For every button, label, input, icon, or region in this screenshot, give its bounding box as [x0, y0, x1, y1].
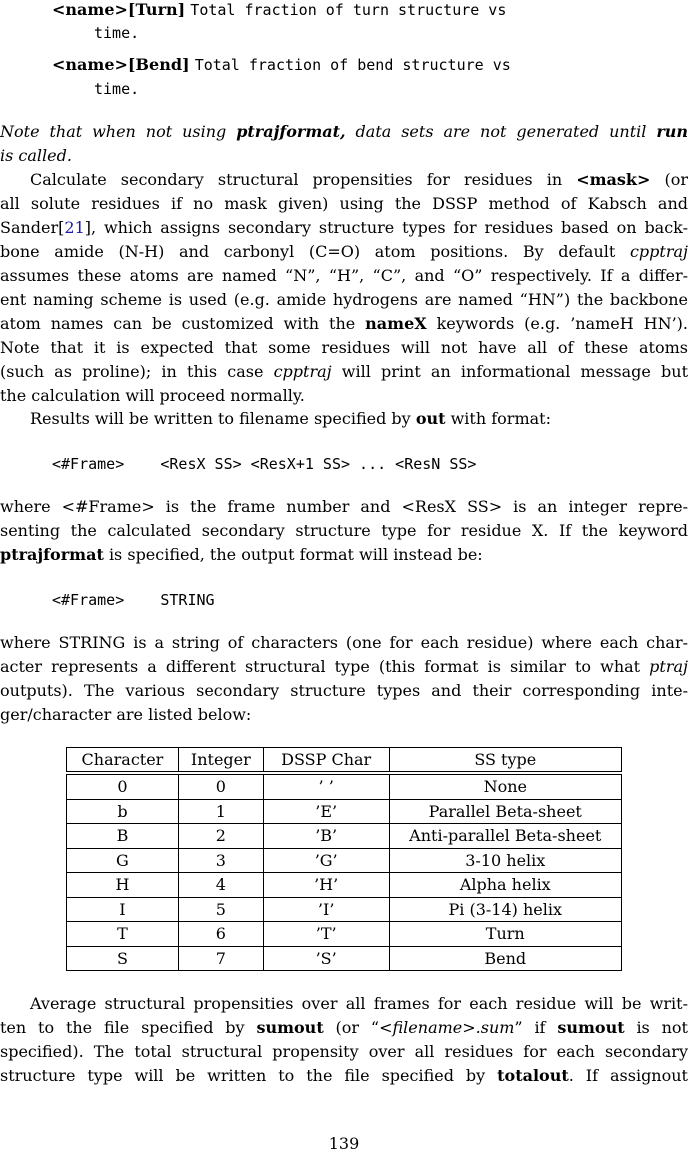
- item-turn-label: <name>[Turn]: [52, 0, 186, 19]
- note-line-2: is called.: [0, 146, 72, 165]
- table-row: [67, 873, 622, 898]
- note-line-1: Note that when not using ptrajformat, data sets are not generated until run: [0, 122, 688, 141]
- table-row: [67, 897, 622, 922]
- table-row: [67, 799, 622, 824]
- table-cell: 7: [178, 946, 263, 971]
- item-bend-desc: Total fraction of bend structure vs: [194, 56, 511, 74]
- table-row: [67, 922, 622, 947]
- p2-line: Results will be written to filename specified by out with format:: [30, 409, 551, 428]
- table-cell: b: [67, 799, 179, 824]
- table-cell: S: [67, 946, 179, 971]
- item-bend-label: <name>[Bend]: [52, 55, 190, 74]
- table-cell: Pi (3-14) helix: [389, 897, 621, 922]
- table-row: [67, 824, 622, 849]
- p5-line-3: specified). The total structural propensity over all residues for each secondary: [0, 1042, 688, 1061]
- p1-line-10: the calculation will proceed normally.: [0, 386, 305, 405]
- table-cell: Parallel Beta-sheet: [389, 799, 621, 824]
- p5-line-4: structure type will be written to the file specified by totalout. If assignout: [0, 1066, 688, 1085]
- table-cell: ’S’: [263, 946, 389, 971]
- table-cell: ’E’: [263, 799, 389, 824]
- p1-line-5: assumes these atoms are named “N”, “H”, “C”, and “O” respectively. If a differ-: [0, 266, 688, 285]
- p1-line-8: Note that it is expected that some residues will not have all of these atoms: [0, 338, 688, 357]
- table-cell: ’I’: [263, 897, 389, 922]
- table-row: [67, 848, 622, 873]
- p1-line-3: Sander[21], which assigns secondary structure types for residues based on back-: [0, 218, 688, 237]
- item-turn-desc: Total fraction of turn structure vs: [190, 1, 507, 19]
- table-header-cell: DSSP Char: [263, 748, 389, 774]
- table-row: [67, 946, 622, 971]
- table-header-row: [67, 748, 622, 774]
- table-cell: ’ ’: [263, 773, 389, 799]
- table-cell: I: [67, 897, 179, 922]
- p3-line-3: ptrajformat is specified, the output format will instead be:: [0, 545, 483, 564]
- table-cell: 0: [67, 773, 179, 799]
- table-cell: Alpha helix: [389, 873, 621, 898]
- table-cell: B: [67, 824, 179, 849]
- p1-line-7: atom names can be customized with the nameX keywords (e.g. ’nameH HN’).: [0, 314, 688, 333]
- table-cell: Anti-parallel Beta-sheet: [389, 824, 621, 849]
- code-block-format: <#Frame> <ResX SS> <ResX+1 SS> ... <ResN SS>: [52, 455, 477, 473]
- table-cell: 1: [178, 799, 263, 824]
- code-block-ptraj: <#Frame> STRING: [52, 591, 215, 609]
- table-cell: 2: [178, 824, 263, 849]
- p3-line-2: senting the calculated secondary structure type for residue X. If the keyword: [0, 521, 688, 540]
- table-cell: ’B’: [263, 824, 389, 849]
- p4-line-3: outputs). The various secondary structure types and their corresponding inte-: [0, 681, 688, 700]
- table-cell: ’H’: [263, 873, 389, 898]
- p1-line-1: Calculate secondary structural propensities for residues in <mask> (or: [30, 170, 688, 189]
- item-turn-cont: time.: [94, 24, 140, 42]
- p1-line-4: bone amide (N-H) and carbonyl (C=O) atom positions. By default cpptraj: [0, 242, 688, 261]
- table-cell: G: [67, 848, 179, 873]
- table-cell: Bend: [389, 946, 621, 971]
- table-cell: 3: [178, 848, 263, 873]
- table-cell: 4: [178, 873, 263, 898]
- p1-line-6: ent naming scheme is used (e.g. amide hydrogens are named “HN”) the backbone: [0, 290, 688, 309]
- item-bend: [52, 55, 511, 74]
- table-cell: ’G’: [263, 848, 389, 873]
- table-cell: H: [67, 873, 179, 898]
- table-header-cell: Integer: [178, 748, 263, 774]
- table-cell: T: [67, 922, 179, 947]
- item-turn: [52, 0, 506, 19]
- p4-line-2: acter represents a different structural type (this format is similar to what ptraj: [0, 657, 688, 676]
- p5-line-2: ten to the file specified by sumout (or “<filename>.sum” if sumout is not: [0, 1018, 688, 1037]
- p3-line-1: where <#Frame> is the frame number and <ResX SS> is an integer repre-: [0, 497, 688, 516]
- table-cell: ’T’: [263, 922, 389, 947]
- table-cell: 3-10 helix: [389, 848, 621, 873]
- table-cell: 0: [178, 773, 263, 799]
- page-number: 139: [328, 1134, 360, 1153]
- table-cell: 5: [178, 897, 263, 922]
- citation-link[interactable]: 21: [64, 218, 85, 237]
- p1-line-2: all solute residues if no mask given) using the DSSP method of Kabsch and: [0, 194, 688, 213]
- p4-line-4: ger/character are listed below:: [0, 705, 252, 724]
- p4-line-1: where STRING is a string of characters (one for each residue) where each char-: [0, 633, 688, 652]
- table-cell: 6: [178, 922, 263, 947]
- item-bend-cont: time.: [94, 80, 140, 98]
- table-header-cell: SS type: [389, 748, 621, 774]
- table-cell: Turn: [389, 922, 621, 947]
- table-header-cell: Character: [67, 748, 179, 774]
- table-cell: None: [389, 773, 621, 799]
- ss-type-table: [66, 747, 622, 971]
- p5-line-1: Average structural propensities over all frames for each residue will be writ-: [30, 994, 688, 1013]
- table-row: [67, 773, 622, 799]
- p1-line-9: (such as proline); in this case cpptraj will print an informational message but: [0, 362, 688, 381]
